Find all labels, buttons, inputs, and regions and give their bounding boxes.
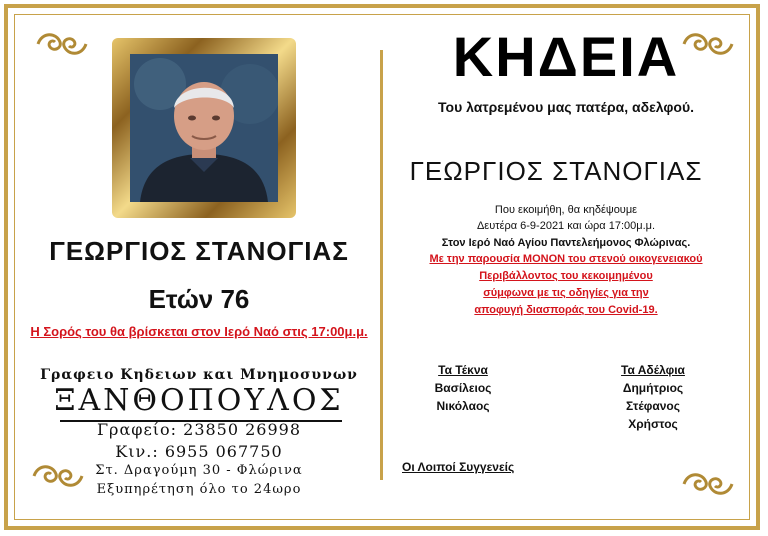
funeral-home-title: Γραφειο Κηδειων και Μνημοσυνων [40,367,358,383]
deceased-name-right: ΓΕΩΡΓΙΟΣ ΣΤΑΝΟΓΙΑΣ [409,156,703,186]
children-heading: Τα Τέκνα [438,363,488,377]
funeral-home-address: Στ. Δραγούμη 30 - Φλώρινα [95,463,303,478]
announcement-line: Που εκοιμήθη, θα κηδέψουμε [494,204,638,216]
child-name: Νικόλαος [436,399,490,413]
sibling-name: Στέφανος [626,399,680,413]
deceased-age: Ετών 76 [148,284,250,314]
sibling-name: Δημήτριος [622,381,684,395]
siblings-heading: Τα Αδέλφια [621,363,685,377]
notice-headline: ΚΗΔΕΙΑ [452,25,680,88]
scroll-ornament-icon [34,30,90,58]
siblings-list [598,363,708,435]
covid-note-line: Περιβάλλοντος του κεκοιμημένου [479,270,653,282]
funeral-home-office-phone: Γραφείο: 23850 26998 [96,420,302,439]
portrait-photo [130,54,278,202]
funeral-home-mobile-phone: Κιν.: 6955 067750 [115,442,283,461]
portrait-frame [112,38,296,218]
scroll-ornament-icon [680,470,736,498]
announcement-church-line: Στον Ιερό Ναό Αγίου Παντελεήμονος Φλώρινας. [441,237,691,249]
notice-subtitle: Του λατρεμένου μας πατέρα, αδελφού. [438,99,694,115]
covid-note-line: αποφυγή διασποράς του Covid-19. [474,304,658,316]
funeral-home-name: ΞΑΝΘΟΠΟΥΛΟΣ [54,383,344,418]
other-relatives: Οι Λοιποί Συγγενείς [402,460,515,474]
covid-note-line: σύμφωνα με τις οδηγίες για την [483,287,649,299]
sibling-name: Χρήστος [628,417,678,431]
children-list [408,363,518,417]
coffin-location-note: Η Σορός του θα βρίσκεται στον Ιερό Ναό στις 17:00μ.μ. [30,324,368,339]
funeral-home-hours: Εξυπηρέτηση όλο το 24ωρο [96,482,302,497]
child-name: Βασίλειος [434,381,492,395]
deceased-name: ΓΕΩΡΓΙΟΣ ΣΤΑΝΟΓΙΑΣ [49,236,349,266]
center-divider [380,50,383,480]
covid-note-line: Με την παρουσία ΜΟΝΟΝ του στενού οικογενειακού [429,253,703,265]
person-portrait-icon [130,54,278,202]
announcement-date-line: Δευτέρα 6-9-2021 και ώρα 17:00μ.μ. [476,220,656,232]
